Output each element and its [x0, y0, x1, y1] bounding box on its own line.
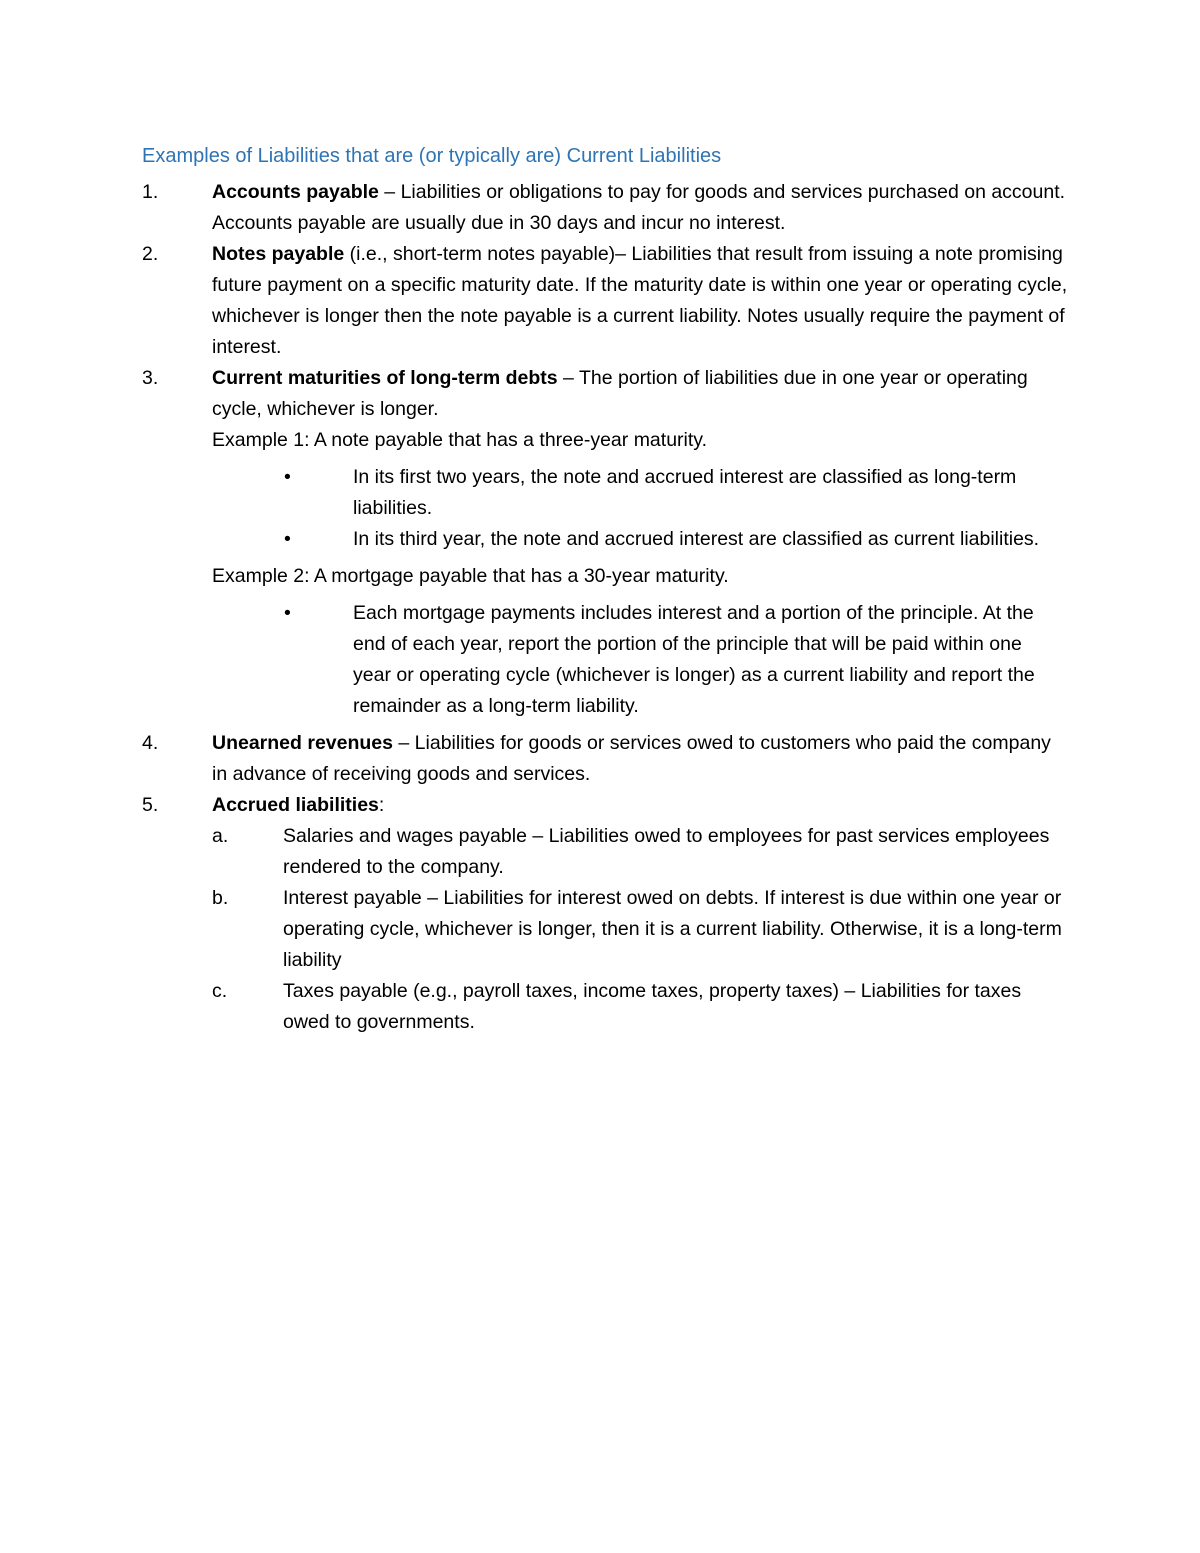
- bullet-icon: •: [284, 466, 291, 488]
- section-heading: Examples of Liabilities that are (or typically are) Current Liabilities: [142, 145, 722, 167]
- sub-item-interest: [0, 883, 1200, 976]
- sub-item-salaries: [0, 821, 1200, 883]
- term-label: Accrued liabilities: [212, 794, 379, 816]
- bullet-text: In its first two years, the note and accrued interest are classified as long-term liabilities.: [353, 466, 1017, 519]
- list-item-notes-payable: [0, 239, 1200, 363]
- sub-text: Salaries and wages payable – Liabilities owed to employees for past services employees rendered to the company.: [283, 825, 1050, 878]
- term-label: Notes payable: [212, 243, 345, 265]
- liabilities-list: [0, 177, 1200, 1038]
- example-1-caption: Example 1: A note payable that has a three-year maturity.: [212, 429, 708, 451]
- term-description: – Liabilities for goods or services owed to customers who paid the company in advance of receiving goods and services.: [212, 732, 1051, 785]
- list-number: 1.: [142, 181, 159, 203]
- sub-item-taxes: [0, 976, 1200, 1038]
- example-1-bullets: [0, 462, 1200, 555]
- bullet-icon: •: [284, 602, 291, 624]
- list-number: 4.: [142, 732, 159, 754]
- list-item-body: [212, 177, 1070, 239]
- list-item-accrued-liabilities: [0, 790, 1200, 1038]
- bullet-text: Each mortgage payments includes interest and a portion of the principle. At the end of each year, report the portion of the principle that will be paid within one year or operating cycle (whichever is longer) as a current liability and report the remainder as a long-term liability.: [353, 602, 1035, 717]
- list-item-accounts-payable: [0, 177, 1200, 239]
- bullet-text: In its third year, the note and accrued interest are classified as current liabilities.: [353, 528, 1040, 550]
- list-number: 3.: [142, 367, 159, 389]
- term-label: Current maturities of long-term debts: [212, 367, 558, 389]
- list-item-current-maturities: [0, 363, 1200, 722]
- bullet-icon: •: [284, 528, 291, 550]
- term-description: – The portion of liabilities due in one year or operating cycle, whichever is longer.: [212, 367, 1028, 420]
- list-item-unearned-revenues: [0, 728, 1200, 790]
- term-description: :: [378, 794, 385, 816]
- sub-text: Interest payable – Liabilities for interest owed on debts. If interest is due within one year or operating cycle, whichever is longer, then it is a current liability. Otherwise, it is a long-term liability: [283, 887, 1062, 971]
- list-item-body: [212, 728, 1070, 790]
- sub-letter: c.: [212, 980, 228, 1002]
- list-item-body: [212, 363, 1070, 425]
- term-description: (i.e., short-term notes payable)– Liabilities that result from issuing a note promising future payment on a specific maturity date. If the maturity date is within one year or operating cycle, whichever is longer then the note payable is a current liability. Notes usually require the payment of interest.: [212, 243, 1068, 358]
- list-item-body: [212, 239, 1070, 363]
- bullet-item: [0, 462, 1200, 524]
- sub-text: Taxes payable (e.g., payroll taxes, income taxes, property taxes) – Liabilities for taxes owed to governments.: [283, 980, 1022, 1033]
- term-label: Accounts payable: [212, 181, 379, 203]
- list-number: 2.: [142, 243, 159, 265]
- term-description: – Liabilities or obligations to pay for goods and services purchased on account. Accounts payable are usually due in 30 days and incur no interest.: [212, 181, 1066, 234]
- bullet-item: [0, 598, 1200, 722]
- example-2-bullets: [0, 598, 1200, 722]
- list-number: 5.: [142, 794, 159, 816]
- bullet-item: [0, 524, 1200, 555]
- term-label: Unearned revenues: [212, 732, 393, 754]
- example-2-caption: Example 2: A mortgage payable that has a 30-year maturity.: [212, 565, 729, 587]
- sub-letter: a.: [212, 825, 229, 847]
- list-item-body: [212, 790, 1070, 821]
- sub-letter: b.: [212, 887, 229, 909]
